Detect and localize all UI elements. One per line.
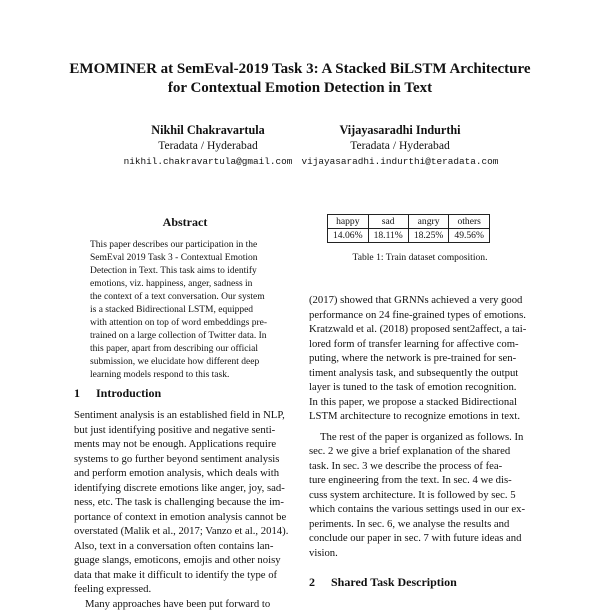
body-line: conclude our paper in sec. 7 with future ideas and [309, 531, 531, 546]
table-header-cell: others [449, 215, 490, 229]
abstract-line: this paper, apart from describing our official [90, 343, 280, 356]
author-name: Nikhil Chakravartula [108, 122, 308, 138]
body-line: systems to go further beyond sentiment analysis [74, 452, 296, 467]
table-header-row [328, 215, 490, 229]
body-line: Kratzwald et al. (2018) proposed sent2affect, a tai- [309, 322, 531, 337]
body-line: sec. 2 we give a brief explanation of the shared [309, 444, 531, 459]
body-line: vision. [309, 546, 531, 561]
table-cell: 18.11% [368, 229, 408, 243]
abstract-heading: Abstract [85, 215, 285, 230]
body-line: The rest of the paper is organized as follows. In [309, 430, 531, 445]
section-heading-introduction [74, 386, 161, 401]
abstract-line: learning models respond to this task. [90, 369, 280, 382]
body-line: overstated (Malik et al., 2017; Vanzo et al., 2014). [74, 524, 296, 539]
body-line: and perform emotion analysis, which deals with [74, 466, 296, 481]
body-line: Also, text in a conversation often contains lan- [74, 539, 296, 554]
body-line: data that make it difficult to identify the type of [74, 568, 296, 583]
body-line: identifying discrete emotions like anger, joy, sad- [74, 481, 296, 496]
section-title: Introduction [96, 386, 161, 400]
right-column-body [309, 293, 531, 560]
body-line: guage slangs, emoticons, emojis and other noisy [74, 553, 296, 568]
body-line: periments. In sec. 6, we analyse the results and [309, 517, 531, 532]
body-line: ness, etc. The task is challenging because the im- [74, 495, 296, 510]
title-line: for Contextual Emotion Detection in Text [40, 79, 560, 98]
abstract-line: Detection in Text. This task aims to identify [90, 265, 280, 278]
section-number: 2 [309, 575, 331, 590]
body-line: performance on 24 fine-grained types of emotions. [309, 308, 531, 323]
abstract-body [90, 239, 280, 382]
author-email: nikhil.chakravartula@gmail.com [108, 155, 308, 169]
section-heading-shared-task [309, 575, 457, 590]
body-line: cuss system architecture. It is followed by sec. 5 [309, 488, 531, 503]
body-line: timent analysis task, and subsequently the output [309, 366, 531, 381]
body-line: LSTM architecture to recognize emotions in text. [309, 409, 531, 424]
body-line: puting, where the network is pre-trained for sen- [309, 351, 531, 366]
abstract-line: emotions, viz. happiness, anger, sadness in [90, 278, 280, 291]
body-line: (2017) showed that GRNNs achieved a very good [309, 293, 531, 308]
table-cell: 18.25% [408, 229, 449, 243]
table-header-cell: angry [408, 215, 449, 229]
author-email: vijayasaradhi.indurthi@teradata.com [300, 155, 500, 169]
body-line: portance of context in emotion analysis cannot be [74, 510, 296, 525]
author-affiliation: Teradata / Hyderabad [108, 138, 308, 154]
body-line: Sentiment analysis is an established field in NLP, [74, 408, 296, 423]
author-block [300, 122, 500, 169]
table-cell: 49.56% [449, 229, 490, 243]
abstract-line: the context of a text conversation. Our system [90, 291, 280, 304]
abstract-line: submission, we elucidate how different deep [90, 356, 280, 369]
body-line: but just identifying positive and negative senti- [74, 423, 296, 438]
section-number: 1 [74, 386, 96, 401]
abstract-line: trained on a large collection of Twitter data. In [90, 330, 280, 343]
body-line: ments may not be enough. Applications require [74, 437, 296, 452]
body-line: layer is tuned to the task of emotion recognition. [309, 380, 531, 395]
table-row [328, 229, 490, 243]
title-line: EMOMINER at SemEval-2019 Task 3: A Stacked BiLSTM Architecture [40, 60, 560, 79]
body-line: lored form of transfer learning for affective com- [309, 337, 531, 352]
author-block [108, 122, 308, 169]
dataset-composition-table [327, 214, 490, 243]
body-line: ture engineering from the text. In sec. 4 we dis- [309, 473, 531, 488]
table-cell: 14.06% [328, 229, 369, 243]
abstract-line: SemEval 2019 Task 3 - Contextual Emotion [90, 252, 280, 265]
author-name: Vijayasaradhi Indurthi [300, 122, 500, 138]
body-line: Many approaches have been put forward to [74, 597, 296, 611]
table-header-cell: sad [368, 215, 408, 229]
author-affiliation: Teradata / Hyderabad [300, 138, 500, 154]
section-title: Shared Task Description [331, 575, 457, 589]
paper-title [40, 60, 560, 98]
body-line: which contains the various settings used in our ex- [309, 502, 531, 517]
abstract-line: with attention on top of word embeddings pre- [90, 317, 280, 330]
abstract-line: is a stacked Bidirectional LSTM, equipped [90, 304, 280, 317]
body-line: task. In sec. 3 we describe the process of fea- [309, 459, 531, 474]
table-header-cell: happy [328, 215, 369, 229]
abstract-line: This paper describes our participation in the [90, 239, 280, 252]
table-caption: Table 1: Train dataset composition. [300, 252, 540, 263]
introduction-body [74, 408, 296, 611]
body-line: feeling expressed. [74, 582, 296, 597]
body-line: In this paper, we propose a stacked Bidirectional [309, 395, 531, 410]
